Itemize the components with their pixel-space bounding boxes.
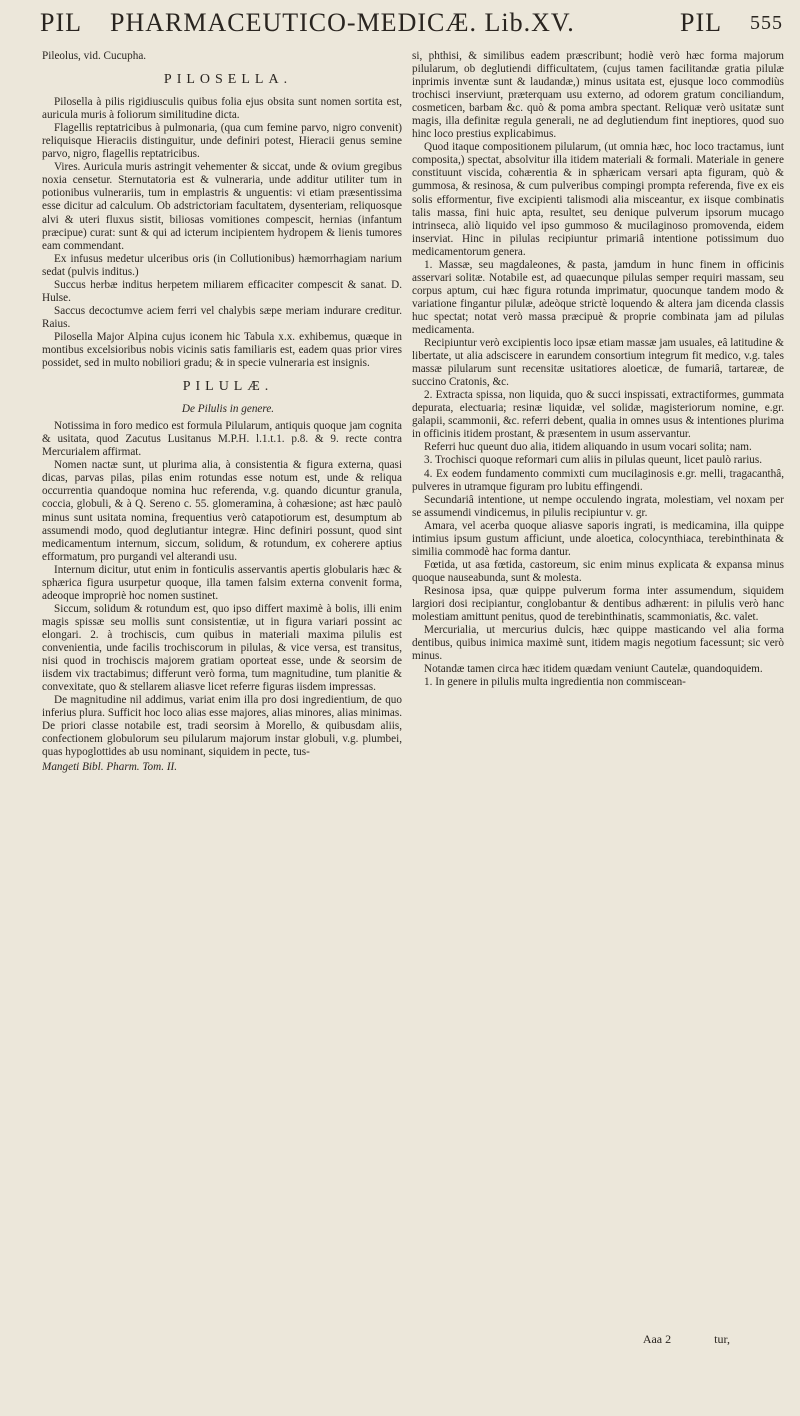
header-right: PIL [680, 8, 722, 37]
header-title: PHARMACEUTICO-MEDICÆ. Lib.XV. [110, 8, 575, 37]
heading-pilulae: PILULÆ. [182, 379, 274, 395]
paragraph: Mercurialia, ut mercurius dulcis, hæc quippe masticando vel alia forma dentibus, quibus inimica maximè sunt, itidem magis negotium facessunt; sic verò minus. [412, 624, 784, 663]
paragraph: Recipiuntur verò excipientis loco ipsæ etiam massæ jam usuales, eâ latitudine & libertate, ut alia adsciscere in earundem consortium integrum fit medico, v.g. tales massæ pilularum sunt recensitæ usitatiores aloeticæ, de fumariâ, tartareæ, de succino Cratonis, &c. [412, 337, 784, 389]
paragraph: Quod itaque compositionem pilularum, (ut omnia hæc, hoc loco tractamus, iunt composita,) spectat, absolvitur illa itidem materiali & formali. Materiale in genere constituunt viscida, cohærentia & in sphæricam versari apta figuram, quò & gummosa, & resinosa, & cum pulveribus compingi prompta referenda, five ex eis solis efformentur, five excipienti talismodi alia misceantur, ex iisque combinatis talis massa, fini huic apta, resultet, seu denique pulverum ipsorum mucago intrinseca, aliò liquido vel ipso gummoso & mucilaginoso promovenda, eidem inserviat. Hinc in pilulas recipiuntur primariâ intentione potissimum duo medicamentorum genera. [412, 141, 784, 258]
paragraph: Referri huc queunt duo alia, itidem aliquando in usum vocari solita; nam. [424, 441, 752, 454]
paragraph: 2. Extracta spissa, non liquida, quo & succi inspissati, extractiformes, gummata depurata, electuaria; resinæ liquidæ, vel solidæ, magisteriorum nomine, e.gr. galapii, scammonii, &c. referri debent, qualia in omnes usus & intentiones plurima in officinis itidem prostant, & præsentem in usum asservantur. [412, 389, 784, 441]
paragraph: Siccum, solidum & rotundum est, quo ipso differt maximè à bolis, illi enim magis spissæ seu mollis sunt consistentiæ, ut in figura variari possint ac elongari. 2. à trochiscis, cum quibus in materiali maxima pilulis est convenientia, unde facilis trochiscorum in pilulas, & vice versa, est transitus, nisi quod in trochiscis majorem gratiam oporteat esse, unde & seorsim de iisdem vix tractabimus; differunt verò forma, tum magnitudine, tum planitie & convexitate, quo & stellarem aliasve licet referre figuras iisdem impressas. [42, 602, 402, 694]
paragraph: Succus herbæ inditus herpetem miliarem efficaciter compescit & sanat. D. Hulse. [42, 278, 402, 304]
paragraph: Flagellis reptatricibus à pulmonaria, (qua cum femine parvo, nigro convenit) reliquisque Hieraciis distinguitur, unde definiri potest, Hieracii genus semine parvo, nigro, flagellis reptatricibus. [42, 122, 402, 161]
paragraph-vires: Vires. Auricula muris astringit vehementer & siccat, unde & ovium gregibus noxia censetur. Sternutatoria est & vulneraria, unde additur utiliter tum in potionibus vulnerariis, tum in emplastris & unguentis: vi etiam præsentissima esse dicitur ad calculum. Ob adstrictoriam facultatem, dysenteriam, reliquosque alvi & uteri fluxus sistit, biliosas vomitiones compescit, hernias (infantum præcipue) curat: sunt & qui ad icterum incipientem hydropem & lienis tumores eam commendant. [42, 161, 402, 252]
paragraph: Pilosella à pilis rigidiusculis quibus folia ejus obsita sunt nomen sortita est, auricula muris à foliorum similitudine dicta. [42, 96, 402, 122]
paragraph: Notandæ tamen circa hæc itidem quædam veniunt Cautelæ, quandoquidem. [424, 663, 763, 676]
catchword-area [643, 1332, 730, 1347]
signature-line: Mangeti Bibl. Pharm. Tom. II. [42, 761, 178, 774]
paragraph: Secundariâ intentione, ut nempe occulendo ingrata, molestiam, vel noxam per se assumendi vindicemus, in pilulis recipiuntur v. gr. [412, 493, 784, 519]
heading-pilosella: PILOSELLA. [163, 72, 293, 88]
paragraph: Ex infusus medetur ulceribus oris (in Collutionibus) hæmorrhagiam narium sedat (pulvis inditus.) [42, 252, 402, 278]
paragraph: Internum dicitur, utut enim in fonticulis asservantis apertis globularis hæc & sphærica figura usurpetur quoque, illa tamen falsim externa convenit forma, adeoque impropriè hoc nomen sustinet. [42, 563, 402, 602]
left-column [42, 50, 402, 1340]
header-left: PIL [40, 8, 82, 37]
page-number: 555 [750, 12, 783, 34]
paragraph: Notissima in foro medico est formula Pilularum, antiquis quoque jam cognita & usitata, quod Zacutus Lusitanus M.P.H. l.1.t.1. p.8. & 9. recte contra Mercurialem affirmat. [42, 420, 402, 459]
signature-mark: Aaa 2 [642, 1332, 672, 1346]
paragraph: Resinosa ipsa, quæ quippe pulverum forma inter assumendum, siquidem largiori dosi recipiantur, conglobantur & dentibus adhærent: in pilulis verò hanc molestiam amittunt penitus, quod de terebinthinatis, scammoniatis, &c. valet. [412, 584, 784, 624]
right-column [412, 50, 784, 1320]
running-header [40, 8, 783, 46]
catchword: tur, [714, 1332, 730, 1346]
paragraph: 3. Trochisci quoque reformari cum aliis in pilulas queunt, licet paulò rarius. [424, 454, 763, 467]
paragraph: 1. In genere in pilulis multa ingredientia non commiscean- [424, 676, 686, 689]
subheading-de-pilulis: De Pilulis in genere. [181, 403, 275, 416]
paragraph: Amara, vel acerba quoque aliasve saporis ingrati, is medicamina, illa quippe intimius ipsum gustum afficiunt, unde aloetica, colocynthiaca, terebinthinata & similia commodè hac forma dantur. [412, 519, 784, 558]
paragraph: Fœtida, ut asa fœtida, castoreum, sic enim minus explicata & expansa minus quoque nauseabunda, sunt & molesta. [412, 558, 784, 584]
paragraph: Nomen nactæ sunt, ut plurima alia, à consistentia & figura externa, quasi dicas, parvas pilas, pilas enim rotundas esse notum est, unde & reliqua occurrentia quandoque nomina huc referenda, v.g. quando dicuntur granula, coccia, globuli, & à Q. Sereno c. 55. glomeramina, à cohæsione; ast hæc paulò minus sunt usitata nomina, frequentius verò catapotiorum est, desumptum ab assumendi modo, quod deglutiantur integræ. Hinc definiri possunt, quod sint medicamentum internum, siccum, solidum, & rotundum, ex coherere aptius efformatum, pro purgandi vel alterandi usu. [42, 459, 402, 563]
paragraph: 1. Massæ, seu magdaleones, & pasta, jamdum in hunc finem in officinis asservari solitæ. Notabile est, ad quaecunque pilulas semper requiri massam, seu corpus aptum, cui hæc figura rotunda imprimatur, quocunque tandem modo & variatione fingantur pilulæ, adeòque strictè loquendo & altera jam dicenda classis huc spectat; notat verò massa præcipuè & proprie combinata jam ad pilulas medicamenta. [412, 258, 784, 336]
paragraph: Saccus decoctumve aciem ferri vel chalybis sæpe meriam indurare creditur. Raius. [42, 304, 402, 330]
paragraph: De magnitudine nil addimus, variat enim illa pro dosi ingredientium, de quo inferius plura. Sufficit hoc loco alias esse majores, alias minores, alias minimas. De priori classe notabile est, tradi seorsim à Morello, & quibusdam aliis, confectionem globulorum seu pilularum majorum instar globuli, v.g. plumbei, quas hypoglottides ab usu nominant, siquidem in pecte, tus- [42, 694, 402, 759]
entry-pileolus: Pileolus, vid. Cucupha. [42, 50, 147, 62]
paragraph: Pilosella Major Alpina cujus iconem hic Tabula x.x. exhibemus, quæque in montibus excelsioribus nobis vicinis satis familiaris est, eadem quas prior vires possidet, sed in multo nobiliori gradu; & in specie vulneraria est insignis. [42, 330, 402, 370]
paragraph: 4. Ex eodem fundamento commixti cum mucilaginosis e.gr. melli, tragacanthâ, pulveres in utramque figuram pro lubitu effingendi. [412, 467, 784, 493]
paragraph: si, phthisi, & similibus eadem præscribunt; hodiè verò hæc forma majorum pilularum, ob deglutiendi difficultatem, (cujus tamen facilitandæ gratia pilulæ inprimis inventæ sunt & laudandæ,) minus usitata est, ejusque loco commodiùs trochisci inserviunt, præterquam usu externo, ad odorem gratum conciliandum, cosmeticen, barbam &c. quò & poma ambra spectant. Reliquæ verò usitatæ sunt magis, illa definitæ regula generali, ne ad deglutiendum fint ineptiores, quod suo hinc loco prestius explicabimus. [412, 50, 784, 141]
